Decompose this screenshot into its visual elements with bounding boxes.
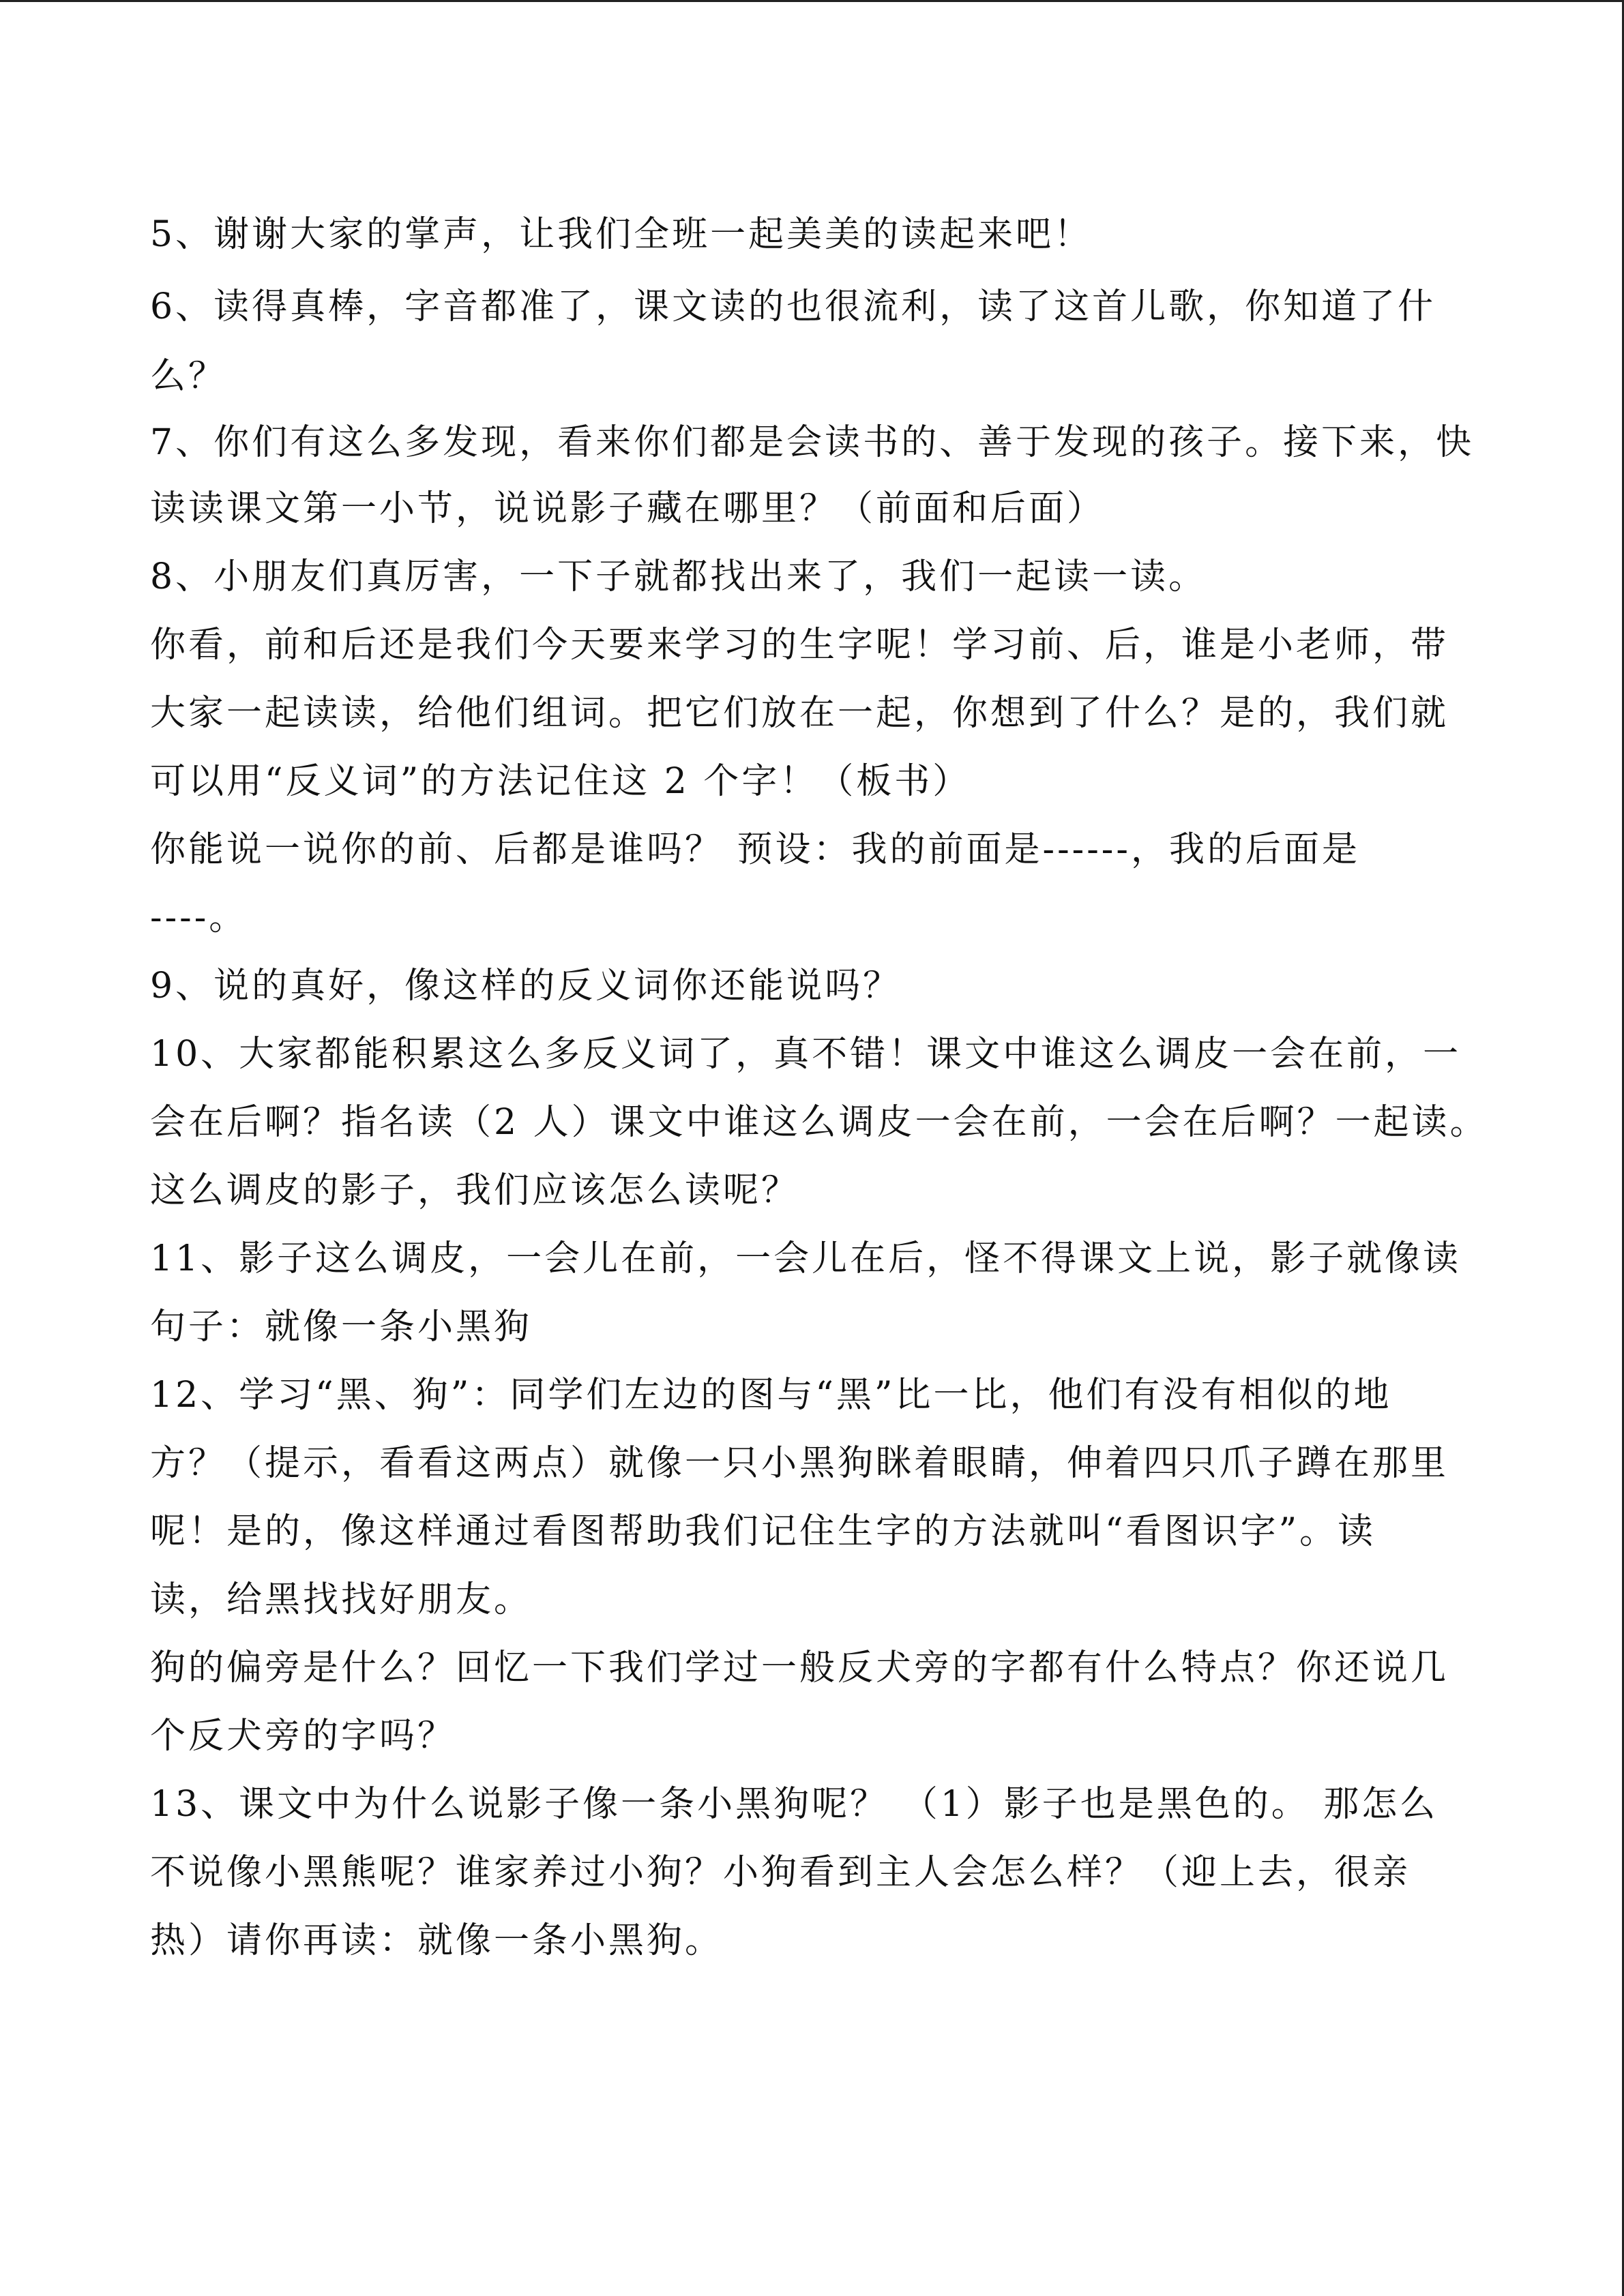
text-line: 10、大家都能积累这么多反义词了，真不错！课文中谁这么调皮一会在前，一 (150, 1034, 1462, 1075)
text-line: 你看，前和后还是我们今天要来学习的生字呢！学习前、后，谁是小老师，带 (150, 625, 1449, 666)
text-line: 句子：就像一条小黑狗 (150, 1307, 533, 1347)
text-line: 会在后啊？指名读（2 人）课文中谁这么调皮一会在前，一会在后啊？一起读。 (150, 1102, 1488, 1143)
text-line: 读，给黑找找好朋友。 (150, 1579, 533, 1620)
text-line: 大家一起读读，给他们组词。把它们放在一起，你想到了什么？是的，我们就 (150, 693, 1449, 734)
text-line: 可以用“反义词”的方法记住这 2 个字！（板书） (150, 761, 971, 802)
text-line: 你能说一说你的前、后都是谁吗？ 预设：我的前面是------，我的后面是 (150, 829, 1360, 870)
text-line: 不说像小黑熊呢？谁家养过小狗？小狗看到主人会怎么样？（迎上去，很亲 (150, 1852, 1411, 1893)
text-line: 9、说的真好，像这样的反义词你还能说吗？ (150, 966, 902, 1007)
text-line: 狗的偏旁是什么？回忆一下我们学过一般反犬旁的字都有什么特点？你还说几 (150, 1648, 1449, 1688)
text-line: 11、影子这么调皮，一会儿在前，一会儿在后，怪不得课文上说，影子就像⁠⁠读 (150, 1238, 1462, 1279)
text-line: 方？（提示，看看这两点）就像一只小黑狗眯着眼睛，伸着四只爪子蹲在那里 (150, 1443, 1449, 1484)
text-line: 这么调皮的影子，我们应该怎么读呢？ (150, 1170, 800, 1211)
text-line: ----。 (150, 897, 248, 938)
text-line: 个反犬旁的字吗？ (150, 1716, 456, 1757)
text-line: 6、读得真棒，字音都准了，课文读的也很流利，读了这首儿歌，你知道了什 (150, 286, 1436, 327)
text-line: 热）请你再读：就像一条小黑狗。 (150, 1920, 724, 1961)
text-line: 8、小朋友们真厉害，一下子就都找出来了，我们一起读一读。 (150, 556, 1207, 597)
text-line: 呢！是的，像这样通过看图帮助我们记住生字的方法就叫“看图识字”。读 (150, 1511, 1376, 1552)
text-line: 7、你们有这么多发现，看来你们都是会读书的、善于发现的孩子。接下来，快 (150, 422, 1475, 463)
text-line: 么？ (150, 356, 227, 397)
text-line: 读读课文第一小节，说说影子藏在哪里？（前面和后面） (150, 488, 1106, 529)
text-line: 12、学习“黑、狗”：同学们左边的图与“黑”比一比，他们有没有相似的地 (150, 1375, 1392, 1416)
text-line: 5、谢谢大家的掌声，让我们全班一起美美的读起来吧！ (150, 214, 1093, 255)
text-line: 13、课文中为什么说影子像一条小黑狗呢？ （1）影子也是黑色的。 那怎么 (150, 1784, 1438, 1825)
